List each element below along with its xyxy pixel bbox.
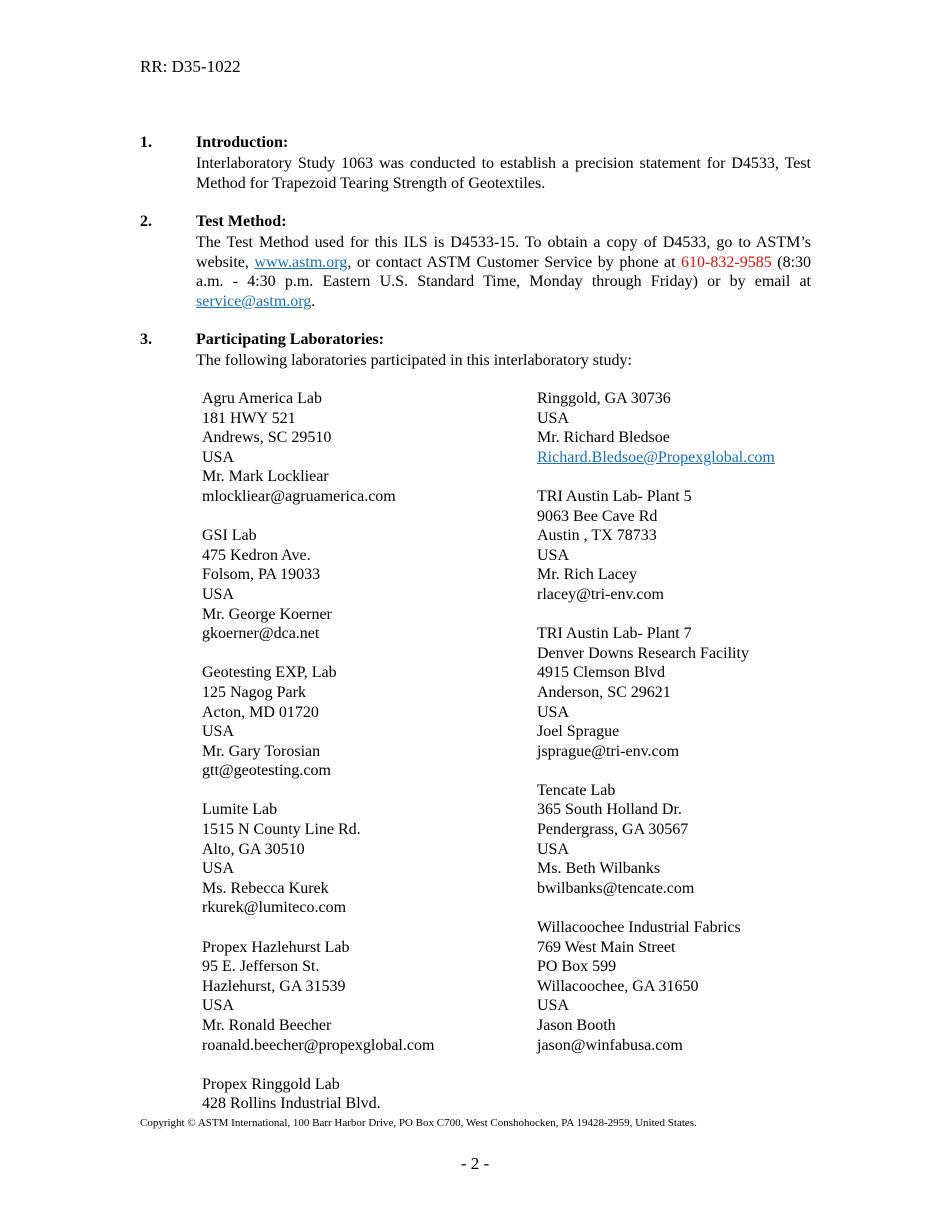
lab-line: Anderson, SC 29621 bbox=[537, 683, 671, 701]
section-number-labs: 3. bbox=[140, 331, 152, 348]
labs-intro: The following laboratories participated in this interlaboratory study: bbox=[196, 352, 632, 369]
lab-line: 475 Kedron Ave. bbox=[202, 546, 311, 564]
lab-line: Ms. Rebecca Kurek bbox=[202, 879, 329, 897]
lab-line: Mr. Mark Lockliear bbox=[202, 468, 329, 486]
lab-line: Ms. Beth Wilbanks bbox=[537, 860, 661, 878]
lab-line: bwilbanks@tencate.com bbox=[537, 879, 695, 897]
lab-entry bbox=[537, 918, 775, 1055]
service-email-link[interactable]: service@astm.org bbox=[196, 292, 312, 310]
section-title-method: Test Method: bbox=[196, 213, 287, 230]
lab-entry bbox=[202, 938, 434, 1056]
lab-line: jsprague@tri-env.com bbox=[537, 742, 680, 760]
lab-line: 4915 Clemson Blvd bbox=[537, 664, 666, 682]
lab-line: Propex Hazlehurst Lab bbox=[202, 938, 350, 956]
lab-line: Mr. Ronald Beecher bbox=[202, 1017, 332, 1034]
method-text-b: , or contact ASTM Customer Service by phone at bbox=[347, 253, 682, 271]
lab-line: Acton, MD 01720 bbox=[202, 703, 319, 721]
lab-line: Denver Downs Research Facility bbox=[537, 644, 749, 662]
lab-line: Tencate Lab bbox=[537, 781, 616, 799]
lab-entry bbox=[202, 663, 434, 781]
lab-line: gkoerner@dca.net bbox=[202, 625, 320, 643]
method-paragraph bbox=[196, 233, 811, 311]
method-text-c: (8:30 a.m. - 4:30 p.m. Eastern U.S. Standard Time, Monday through Friday) or by email at bbox=[196, 253, 812, 291]
lab-line: Folsom, PA 19033 bbox=[202, 566, 321, 584]
section-title-labs: Participating Laboratories: bbox=[196, 331, 384, 348]
lab-line: USA bbox=[537, 546, 570, 564]
lab-line: mlockliear@agruamerica.com bbox=[202, 487, 396, 505]
copyright-footer: Copyright © ASTM International, 100 Barr Harbor Drive, PO Box C700, West Conshohocken, PA 19428-2959, United States. bbox=[140, 1117, 697, 1129]
lab-line: rkurek@lumiteco.com bbox=[202, 899, 347, 917]
report-id: RR: D35-1022 bbox=[140, 57, 241, 76]
lab-line: Joel Sprague bbox=[537, 723, 620, 741]
lab-line: USA bbox=[202, 997, 235, 1015]
lab-entry bbox=[202, 800, 434, 918]
section-number-intro: 1. bbox=[140, 134, 152, 151]
lab-line: roanald.beecher@propexglobal.com bbox=[202, 1036, 435, 1054]
labs-left-column bbox=[202, 389, 434, 1134]
intro-paragraph: Interlaboratory Study 1063 was conducted to establish a precision statement for D4533, Test Method for Trapezoid Tearing Strength of Geotextiles. bbox=[196, 155, 811, 192]
lab-line: Austin , TX 78733 bbox=[537, 527, 657, 545]
lab-line: Geotesting EXP, Lab bbox=[202, 664, 337, 682]
lab-line: Willacoochee, GA 31650 bbox=[537, 977, 699, 995]
lab-line: jason@winfabusa.com bbox=[537, 1036, 683, 1054]
lab-line: Willacoochee Industrial Fabrics bbox=[537, 919, 741, 937]
lab-line: 769 West Main Street bbox=[537, 938, 676, 956]
lab-line: 125 Nagog Park bbox=[202, 683, 306, 701]
lab-line: Hazlehurst, GA 31539 bbox=[202, 977, 346, 995]
lab-line: Jason Booth bbox=[537, 1017, 616, 1034]
lab-line: USA bbox=[202, 860, 235, 878]
lab-line: TRI Austin Lab- Plant 7 bbox=[537, 625, 692, 643]
lab-line: Mr. Rich Lacey bbox=[537, 566, 637, 584]
lab-line: Ringgold, GA 30736 bbox=[537, 390, 671, 407]
lab-entry bbox=[537, 389, 775, 467]
lab-line: USA bbox=[537, 997, 570, 1015]
lab-line: USA bbox=[537, 840, 570, 858]
labs-right-column bbox=[537, 389, 775, 1075]
lab-line: Mr. Richard Bledsoe bbox=[537, 429, 670, 447]
lab-line: USA bbox=[537, 409, 570, 427]
lab-line: GSI Lab bbox=[202, 527, 257, 545]
lab-entry bbox=[202, 1075, 434, 1114]
lab-entry bbox=[202, 526, 434, 644]
lab-line: USA bbox=[202, 448, 235, 466]
lab-line: PO Box 599 bbox=[537, 958, 617, 976]
lab-line: 181 HWY 521 bbox=[202, 409, 296, 427]
section-number-method: 2. bbox=[140, 213, 152, 230]
page-number: - 2 - bbox=[460, 1154, 490, 1173]
lab-line: 9063 Bee Cave Rd bbox=[537, 507, 658, 525]
lab-line: USA bbox=[202, 585, 235, 603]
method-text-d: . bbox=[311, 292, 316, 310]
lab-line: Alto, GA 30510 bbox=[202, 840, 305, 858]
section-title-intro: Introduction: bbox=[196, 134, 289, 151]
lab-line: 1515 N County Line Rd. bbox=[202, 821, 361, 839]
lab-line: Lumite Lab bbox=[202, 801, 278, 819]
lab-line: rlacey@tri-env.com bbox=[537, 585, 664, 603]
lab-line: Propex Ringgold Lab bbox=[202, 1075, 340, 1093]
lab-line: gtt@geotesting.com bbox=[202, 762, 331, 780]
lab-entry bbox=[202, 389, 434, 507]
lab-line: Pendergrass, GA 30567 bbox=[537, 821, 689, 839]
lab-entry bbox=[537, 781, 775, 899]
lab-line: Mr. Gary Torosian bbox=[202, 742, 321, 760]
lab-line: 365 South Holland Dr. bbox=[537, 801, 682, 819]
lab-line: Agru America Lab bbox=[202, 390, 322, 407]
lab-line: USA bbox=[202, 723, 235, 741]
astm-website-link[interactable]: www.astm.org bbox=[254, 253, 348, 271]
lab-entry bbox=[537, 624, 775, 761]
lab-entry bbox=[537, 487, 775, 605]
lab-line: Andrews, SC 29510 bbox=[202, 429, 332, 447]
lab-line: TRI Austin Lab- Plant 5 bbox=[537, 487, 692, 505]
lab-line: Mr. George Koerner bbox=[202, 605, 332, 623]
lab-email-link[interactable]: Richard.Bledsoe@Propexglobal.com bbox=[537, 448, 775, 466]
lab-line: 95 E. Jefferson St. bbox=[202, 958, 320, 976]
customer-service-phone: 610-832-9585 bbox=[681, 253, 772, 271]
lab-line: USA bbox=[537, 703, 570, 721]
lab-line: 428 Rollins Industrial Blvd. bbox=[202, 1095, 381, 1113]
method-text-a: The Test Method used for this ILS is D4533-15. To obtain a copy of D4533, go to ASTM’s website, bbox=[196, 234, 811, 271]
